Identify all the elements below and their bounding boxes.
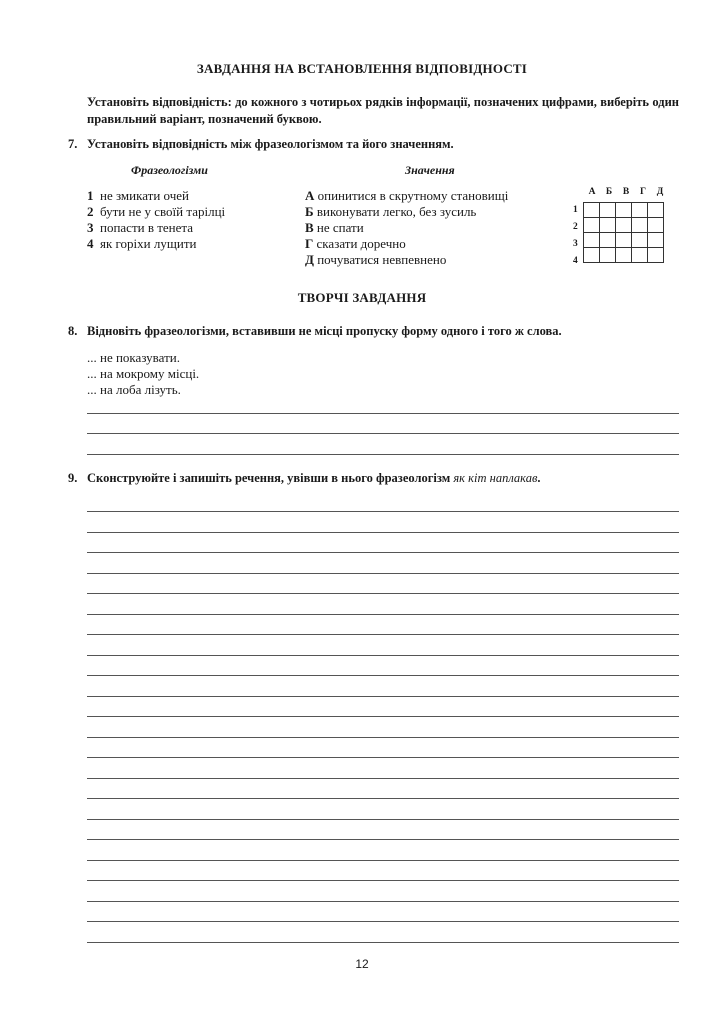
- answer-cell[interactable]: [600, 233, 616, 248]
- grid-row-label: 3: [573, 239, 578, 249]
- answer-line[interactable]: [87, 675, 679, 676]
- answer-line[interactable]: [87, 921, 679, 922]
- answer-cell[interactable]: [648, 248, 664, 263]
- answer-line[interactable]: [87, 716, 679, 717]
- page-number: 12: [355, 957, 369, 971]
- answer-line[interactable]: [87, 433, 679, 434]
- answer-line[interactable]: [87, 413, 679, 414]
- answer-line[interactable]: [87, 454, 679, 455]
- section-heading-creative: ТВОРЧІ ЗАВДАННЯ: [297, 290, 427, 305]
- answer-cell[interactable]: [616, 248, 632, 263]
- fragment-line: ... на мокрому місці.: [87, 366, 200, 381]
- answer-line[interactable]: [87, 839, 679, 840]
- answer-cell[interactable]: [616, 203, 632, 218]
- section-heading-matching: ЗАВДАННЯ НА ВСТАНОВЛЕННЯ ВІДПОВІДНОСТІ: [196, 61, 528, 76]
- meaning-item: Б виконувати легко, без зусиль: [305, 204, 477, 219]
- answer-line[interactable]: [87, 901, 679, 902]
- answer-cell[interactable]: [632, 248, 648, 263]
- phraseology-item: 3 попасти в тенета: [87, 220, 194, 235]
- answer-line[interactable]: [87, 880, 679, 881]
- answer-line[interactable]: [87, 655, 679, 656]
- answer-line[interactable]: [87, 737, 679, 738]
- answer-cell[interactable]: [632, 203, 648, 218]
- phraseology-item: 4 як горіхи лущити: [87, 236, 197, 251]
- q9-number: 9.: [68, 471, 78, 485]
- answer-cell[interactable]: [632, 233, 648, 248]
- answer-line[interactable]: [87, 634, 679, 635]
- grid-row-label: 4: [573, 256, 578, 266]
- answer-cell[interactable]: [616, 233, 632, 248]
- answer-cell[interactable]: [584, 233, 600, 248]
- meaning-item: В не спати: [305, 220, 364, 235]
- answer-cell[interactable]: [600, 203, 616, 218]
- answer-cell[interactable]: [648, 218, 664, 233]
- answer-cell[interactable]: [648, 233, 664, 248]
- q8-number: 8.: [68, 324, 78, 338]
- answer-line[interactable]: [87, 511, 679, 512]
- answer-grid: [583, 202, 664, 263]
- grid-row-label: 2: [573, 222, 578, 232]
- answer-cell[interactable]: [616, 218, 632, 233]
- answer-line[interactable]: [87, 860, 679, 861]
- meaning-item: Д почуватися невпевнено: [305, 252, 447, 267]
- phraseology-item: 2 бути не у своїй тарілці: [87, 204, 226, 219]
- q9-text: Сконструюйте і запишіть речення, увівши в нього фразеологізм як кіт наплакав.: [87, 471, 541, 485]
- phraseology-item: 1 не змикати очей: [87, 188, 189, 203]
- answer-line[interactable]: [87, 757, 679, 758]
- answer-line[interactable]: [87, 614, 679, 615]
- answer-line[interactable]: [87, 573, 679, 574]
- instruction-text: Установіть відповідність: до кожного з чотирьох рядків інформації, позначених цифрами, виберіть один правильний варіант, позначений буквою.: [87, 95, 679, 126]
- grid-row-label: 1: [573, 205, 578, 215]
- answer-line[interactable]: [87, 552, 679, 553]
- right-column-header: Значення: [405, 163, 455, 177]
- answer-line[interactable]: [87, 942, 679, 943]
- q7-number: 7.: [68, 137, 78, 151]
- answer-cell[interactable]: [648, 203, 664, 218]
- q7-text: Установіть відповідність між фразеологізмом та його значенням.: [87, 137, 454, 151]
- answer-line[interactable]: [87, 593, 679, 594]
- answer-cell[interactable]: [632, 218, 648, 233]
- answer-line[interactable]: [87, 778, 679, 779]
- answer-cell[interactable]: [600, 248, 616, 263]
- q8-text: Відновіть фразеологізми, вставивши не місці пропуску форму одного і того ж слова.: [87, 324, 562, 338]
- left-column-header: Фразеологізми: [131, 163, 208, 177]
- answer-cell[interactable]: [584, 248, 600, 263]
- answer-line[interactable]: [87, 532, 679, 533]
- answer-cell[interactable]: [600, 218, 616, 233]
- fragment-line: ... не показувати.: [87, 350, 180, 365]
- answer-cell[interactable]: [584, 218, 600, 233]
- answer-line[interactable]: [87, 798, 679, 799]
- meaning-item: А опинитися в скрутному становищі: [305, 188, 509, 203]
- fragment-line: ... на лоба лізуть.: [87, 382, 181, 397]
- answer-line[interactable]: [87, 819, 679, 820]
- meaning-item: Г сказати доречно: [305, 236, 406, 251]
- answer-cell[interactable]: [584, 203, 600, 218]
- answer-line[interactable]: [87, 696, 679, 697]
